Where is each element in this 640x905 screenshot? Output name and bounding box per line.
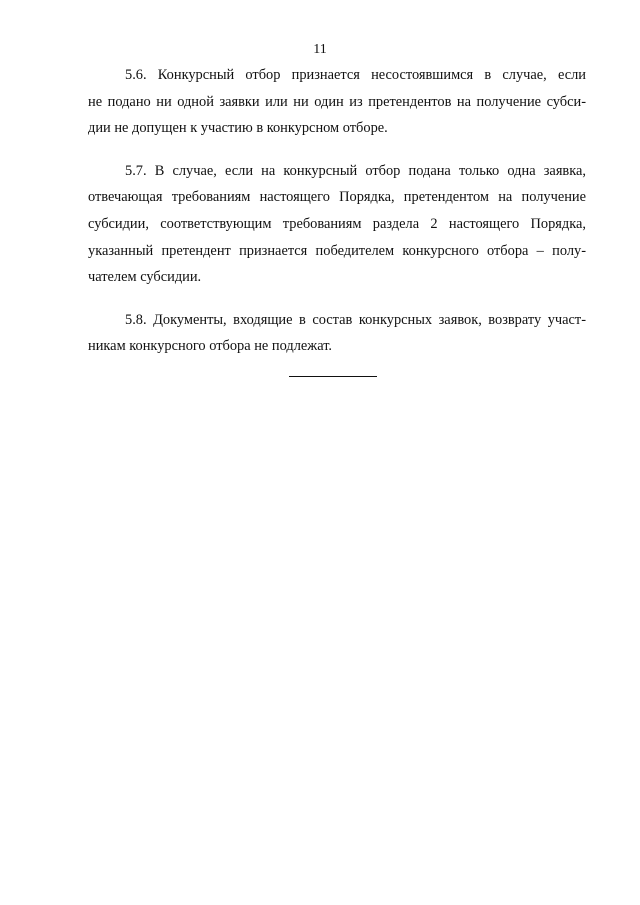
text-line: не подано ни одной заявки или ни один из претендентов на получение субси- bbox=[88, 93, 586, 110]
paragraph-5-6 bbox=[88, 62, 586, 142]
text-line: никам конкурсного отбора не подлежат. bbox=[88, 338, 333, 355]
text-line: 5.8. Документы, входящие в состав конкурсных заявок, возврату участ- bbox=[125, 311, 586, 328]
text-line: указанный претендент признается победителем конкурсного отбора – полу- bbox=[88, 242, 586, 259]
paragraph-5-7 bbox=[88, 158, 586, 291]
end-of-document-rule bbox=[289, 376, 377, 377]
text-line: 5.7. В случае, если на конкурсный отбор подана только одна заявка, bbox=[125, 162, 586, 179]
text-line: чателем субсидии. bbox=[88, 269, 202, 286]
text-line: субсидии, соответствующим требованиям раздела 2 настоящего Порядка, bbox=[88, 215, 586, 232]
paragraph-5-8 bbox=[88, 307, 586, 360]
text-line: 5.6. Конкурсный отбор признается несостоявшимся в случае, если bbox=[125, 67, 586, 83]
text-line: дии не допущен к участию в конкурсном отборе. bbox=[88, 120, 388, 137]
page-number: 11 bbox=[313, 42, 327, 57]
document-body bbox=[88, 62, 586, 376]
text-line: отвечающая требованиям настоящего Порядка, претендентом на получение bbox=[88, 189, 586, 206]
